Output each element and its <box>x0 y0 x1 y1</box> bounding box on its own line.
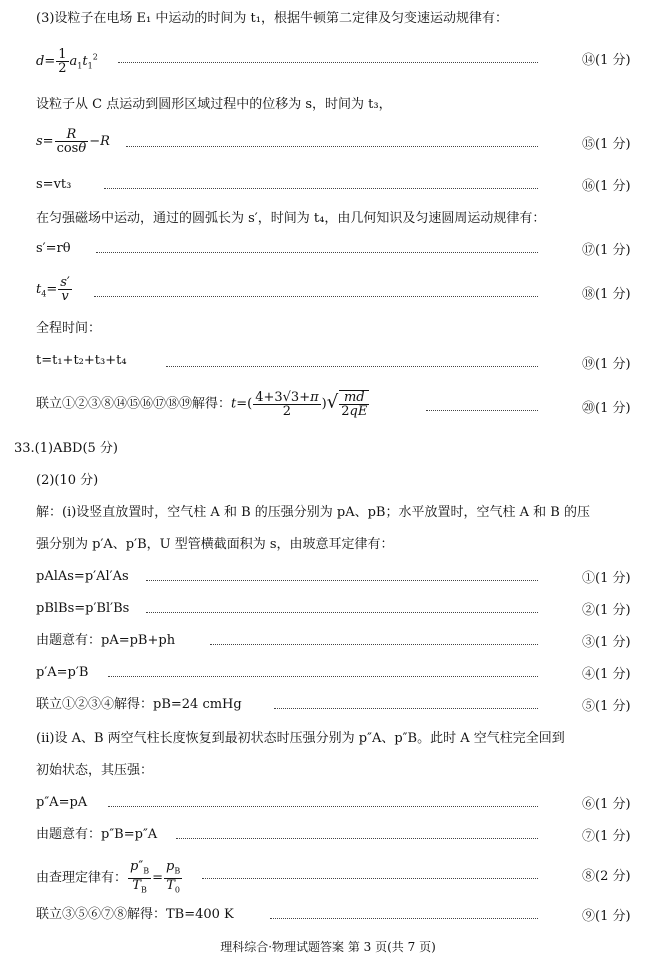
equation-20-prefix: 联立①②③⑧⑭⑮⑯⑰⑱⑲解得： <box>36 396 232 412</box>
equation-5: 联立①②③④解得：pB=24 cmHg <box>36 697 242 712</box>
score-mark: ⑳(1 分) <box>582 401 631 416</box>
leader-dots <box>166 366 538 367</box>
leader-dots <box>146 580 538 581</box>
leader-dots <box>94 296 538 297</box>
leader-dots <box>426 410 538 411</box>
equation-1: pAlAs=p′Al′As <box>36 569 129 584</box>
solution-ii-line1: (ⅱ)设 A、B 两空气柱长度恢复到最初状态时压强分别为 p″A、p″B。此时 A 空气柱完全回到 <box>36 731 565 746</box>
leader-dots <box>108 676 538 677</box>
leader-dots <box>274 708 538 709</box>
score-mark: ⑰(1 分) <box>582 243 631 258</box>
intro-paragraph: (3)设粒子在电场 E₁ 中运动的时间为 t₁，根据牛顿第二定律及匀变速运动规律有： <box>36 11 508 26</box>
equation-18: $t_4=$ $\frac{s'}{v}$ <box>36 275 70 304</box>
leader-dots <box>270 918 538 919</box>
equation-3: 由题意有：pA=pB+ph <box>36 633 176 648</box>
score-mark: ②(1 分) <box>582 603 631 618</box>
leader-dots <box>210 644 538 645</box>
score-mark: ①(1 分) <box>582 571 631 586</box>
solution-i-line2: 强分别为 p′A、p′B，U 型管横截面积为 s，由玻意耳定律有： <box>36 537 394 552</box>
equation-2: pBlBs=p′Bl′Bs <box>36 601 130 616</box>
score-mark: ⑦(1 分) <box>582 829 631 844</box>
equation-19: t=t₁+t₂+t₃+t₄ <box>36 353 127 368</box>
leader-dots <box>202 878 538 879</box>
leader-dots <box>176 838 538 839</box>
leader-dots <box>126 146 538 147</box>
equation-17: s′=rθ <box>36 241 71 256</box>
score-mark: ⑧(2 分) <box>582 869 631 884</box>
equation-6: p″A=pA <box>36 795 88 810</box>
equation-15: s= $\frac{R}{\cos\theta}$ −R <box>36 127 110 156</box>
magnetic-paragraph: 在匀强磁场中运动，通过的圆弧长为 s′，时间为 t₄，由几何知识及匀速圆周运动规律有： <box>36 211 546 226</box>
score-mark: ⑯(1 分) <box>582 179 631 194</box>
equation-20: 联立①②③⑧⑭⑮⑯⑰⑱⑲解得：t=( $\frac{4+3√3+\pi}{2}$ )√ $\frac{md}{2qE}$ <box>36 389 368 419</box>
score-mark: ⑤(1 分) <box>582 699 631 714</box>
score-mark: ⑨(1 分) <box>582 909 631 924</box>
score-mark: ⑥(1 分) <box>582 797 631 812</box>
equation-8-prefix: 由查理定律有： <box>36 870 128 886</box>
leader-dots <box>146 612 538 613</box>
equation-7: 由题意有：p″B=p″A <box>36 827 158 842</box>
score-mark: ⑲(1 分) <box>582 357 631 372</box>
page-footer: 理科综合·物理试题答案 第 3 页(共 7 页) <box>220 940 436 954</box>
score-mark: ③(1 分) <box>582 635 631 650</box>
equation-14: d= $\frac{1}{2}$ $a_1t_1^2$ <box>36 47 98 76</box>
score-mark: ④(1 分) <box>582 667 631 682</box>
leader-dots <box>108 806 538 807</box>
score-mark: ⑱(1 分) <box>582 287 631 302</box>
equation-8: 由查理定律有： $\frac{p''_B}{T_B}$ = $\frac{p_B}{T_0}$ <box>36 859 181 895</box>
total-time-label: 全程时间： <box>36 321 102 336</box>
solution-i-line1: 解：(ⅰ)设竖直放置时，空气柱 A 和 B 的压强分别为 pA、pB；水平放置时，空气柱 A 和 B 的压 <box>36 505 590 520</box>
question-33-part1: 33.(1)ABD(5 分) <box>14 441 119 456</box>
question-33-part2: (2)(10 分) <box>36 473 99 488</box>
score-mark: ⑮(1 分) <box>582 137 631 152</box>
leader-dots <box>104 188 538 189</box>
equation-16: s=vt₃ <box>36 177 72 192</box>
leader-dots <box>118 62 538 63</box>
displacement-paragraph: 设粒子从 C 点运动到圆形区域过程中的位移为 s，时间为 t₃， <box>36 97 392 112</box>
score-mark: ⑭(1 分) <box>582 53 631 68</box>
equation-9: 联立③⑤⑥⑦⑧解得：TB=400 K <box>36 907 234 922</box>
leader-dots <box>96 252 538 253</box>
equation-4: p′A=p′B <box>36 665 89 680</box>
solution-ii-line2: 初始状态，其压强： <box>36 763 154 778</box>
